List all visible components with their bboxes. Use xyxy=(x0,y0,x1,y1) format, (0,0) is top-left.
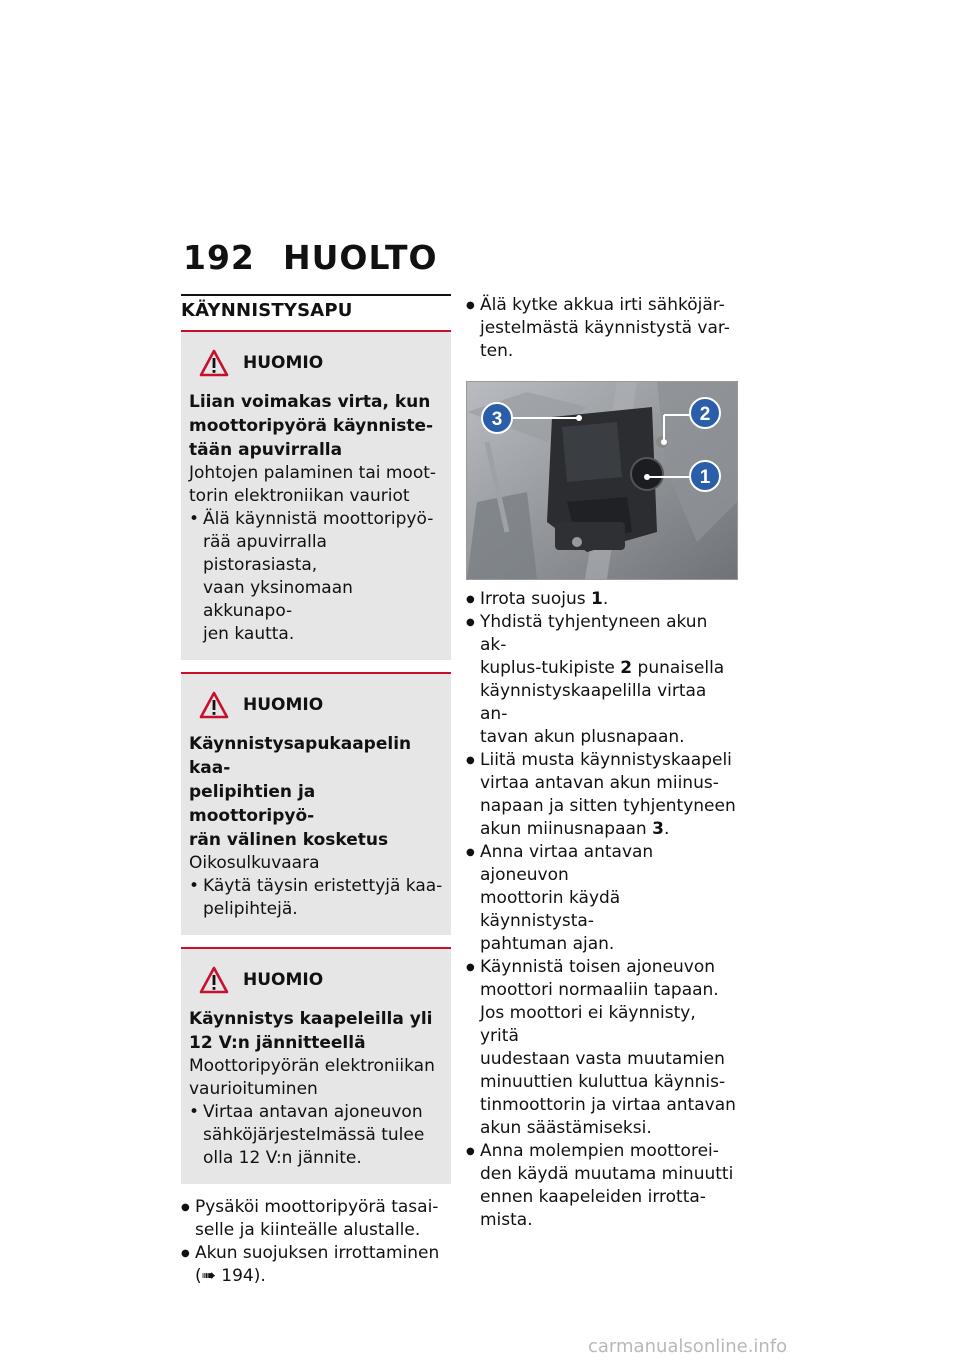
right-top-step xyxy=(466,294,738,363)
text-line: torin elektroniikan vauriot xyxy=(189,486,410,506)
text-line: kuplus-tukipiste 2 punaisella xyxy=(480,658,725,678)
text-line: 12 V:n jännitteellä xyxy=(189,1033,366,1053)
notice-bullet xyxy=(189,1101,443,1170)
notice-label: HUOMIO xyxy=(243,695,324,715)
notice-bullet xyxy=(189,508,443,646)
step-item xyxy=(466,956,738,1140)
notices-container xyxy=(181,330,451,1184)
text-line: ● Pysäköi moottoripyörä tasai- xyxy=(195,1197,439,1217)
page-number: 192 xyxy=(183,238,255,277)
text-line: • Käytä täysin eristettyjä kaa- xyxy=(203,876,443,896)
warning-triangle-icon xyxy=(199,349,229,377)
chapter-title: HUOLTO xyxy=(283,238,438,277)
text-line: ennen kaapeleiden irrotta- xyxy=(480,1187,706,1207)
text-line: ● Akun suojuksen irrottaminen xyxy=(195,1243,440,1263)
notice-label: HUOMIO xyxy=(243,353,324,373)
left-column xyxy=(181,294,451,1288)
step-item xyxy=(181,1242,451,1288)
reference-number: 1 xyxy=(591,589,603,609)
notice-header xyxy=(199,963,443,997)
step-item xyxy=(466,841,738,956)
text-line: ● Anna molempien moottorei- xyxy=(480,1141,719,1161)
notice-bullets xyxy=(189,508,443,646)
reference-number: 2 xyxy=(620,658,633,678)
text-line: virtaa antavan akun miinus- xyxy=(480,773,719,793)
text-line: Käynnistys kaapeleilla yli xyxy=(189,1009,433,1029)
text-line: jestelmästä käynnistystä var- xyxy=(480,318,730,338)
warning-triangle-icon xyxy=(199,691,229,719)
notice-text xyxy=(189,462,443,508)
text-line: rää apuvirralla pistorasiasta, xyxy=(203,532,327,575)
text-line: akun säästämiseksi. xyxy=(480,1118,652,1138)
text-line: mista. xyxy=(480,1210,533,1230)
text-line: ● Anna virtaa antavan ajoneuvon xyxy=(480,842,654,885)
text-line: pelipihtien ja moottoripyö- xyxy=(189,782,316,826)
section-title: KÄYNNISTYSAPU xyxy=(181,294,451,330)
text-line: tinmoottorin ja virtaa antavan xyxy=(480,1095,736,1115)
text-line: ● Käynnistä toisen ajoneuvon xyxy=(480,957,716,977)
right-steps-list xyxy=(466,588,738,1232)
callout-3 xyxy=(482,403,512,433)
text-line: den käydä muutama minuutti xyxy=(480,1164,734,1184)
reference-number: 3 xyxy=(652,819,664,839)
right-column xyxy=(466,294,738,1232)
text-line: käynnistyskaapelilla virtaa an- xyxy=(480,681,707,724)
notice-subtitle xyxy=(189,390,443,462)
text-line: (➠ 194). xyxy=(195,1266,266,1286)
text-line: uudestaan vasta muutamien xyxy=(480,1049,725,1069)
text-line: tään apuvirralla xyxy=(189,440,343,460)
svg-text:3: 3 xyxy=(491,409,503,430)
notice-box xyxy=(181,947,451,1184)
text-line: pahtuman ajan. xyxy=(480,934,615,954)
text-line: ten. xyxy=(480,341,514,361)
text-line: Oikosulkuvaara xyxy=(189,853,320,873)
notice-subtitle xyxy=(189,732,443,852)
notice-bullets xyxy=(189,1101,443,1170)
text-line: vaurioituminen xyxy=(189,1079,318,1099)
text-line: tavan akun plusnapaan. xyxy=(480,727,685,747)
notice-text xyxy=(189,1055,443,1101)
svg-text:1: 1 xyxy=(699,467,711,488)
text-line: napaan ja sitten tyhjentyneen xyxy=(480,796,736,816)
step-item xyxy=(181,1196,451,1242)
text-line: pelipihtejä. xyxy=(203,899,298,919)
left-steps-list xyxy=(181,1196,451,1288)
text-line: ● Älä kytke akkua irti sähköjär- xyxy=(480,295,725,315)
notice-header xyxy=(199,346,443,380)
text-line: olla 12 V:n jännite. xyxy=(203,1148,362,1168)
text-line: sähköjärjestelmässä tulee xyxy=(203,1125,425,1145)
step-item xyxy=(466,1140,738,1232)
notice-text xyxy=(189,852,443,875)
text-line: Moottoripyörän elektroniikan xyxy=(189,1056,435,1076)
text-line: moottorin käydä käynnistysta- xyxy=(480,888,621,931)
text-line: • Virtaa antavan ajoneuvon xyxy=(203,1102,423,1122)
text-line: akun miinusnapaan 3. xyxy=(480,819,670,839)
text-line: ● Yhdistä tyhjentyneen akun ak- xyxy=(480,612,708,655)
text-line: selle ja kiinteälle alustalle. xyxy=(195,1220,421,1240)
step-item xyxy=(466,611,738,749)
text-line: moottoripyörä käynniste- xyxy=(189,416,434,436)
text-line: ● Liitä musta käynnistyskaapeli xyxy=(480,750,732,770)
step-item xyxy=(466,749,738,841)
text-line: minuuttien kuluttua käynnis- xyxy=(480,1072,726,1092)
text-line: Johtojen palaminen tai moot- xyxy=(189,463,437,483)
notice-label: HUOMIO xyxy=(243,970,324,990)
watermark: carmanualsonline.info xyxy=(588,1336,788,1357)
text-line: Liian voimakas virta, kun xyxy=(189,392,431,412)
notice-subtitle xyxy=(189,1007,443,1055)
notice-bullets xyxy=(189,875,443,921)
notice-bullet xyxy=(189,875,443,921)
callout-1 xyxy=(690,461,720,491)
text-line: vaan yksinomaan akkunapo- xyxy=(203,578,353,621)
text-line: Käynnistysapukaapelin kaa- xyxy=(189,734,412,778)
text-line: Jos moottori ei käynnisty, yritä xyxy=(480,1003,696,1046)
svg-text:2: 2 xyxy=(699,404,711,425)
callout-2 xyxy=(690,398,720,428)
step-item xyxy=(466,588,738,611)
text-line: moottori normaaliin tapaan. xyxy=(480,980,719,1000)
battery-photo xyxy=(466,381,738,580)
notice-box xyxy=(181,330,451,660)
warning-triangle-icon xyxy=(199,966,229,994)
battery-illustration xyxy=(467,382,737,579)
text-line: • Älä käynnistä moottoripyö- xyxy=(203,509,434,529)
step-item xyxy=(466,294,738,363)
text-line: ● Irrota suojus 1. xyxy=(480,589,609,609)
text-line: jen kautta. xyxy=(203,624,295,644)
notice-box xyxy=(181,672,451,935)
text-line: rän välinen kosketus xyxy=(189,830,389,850)
notice-header xyxy=(199,688,443,722)
